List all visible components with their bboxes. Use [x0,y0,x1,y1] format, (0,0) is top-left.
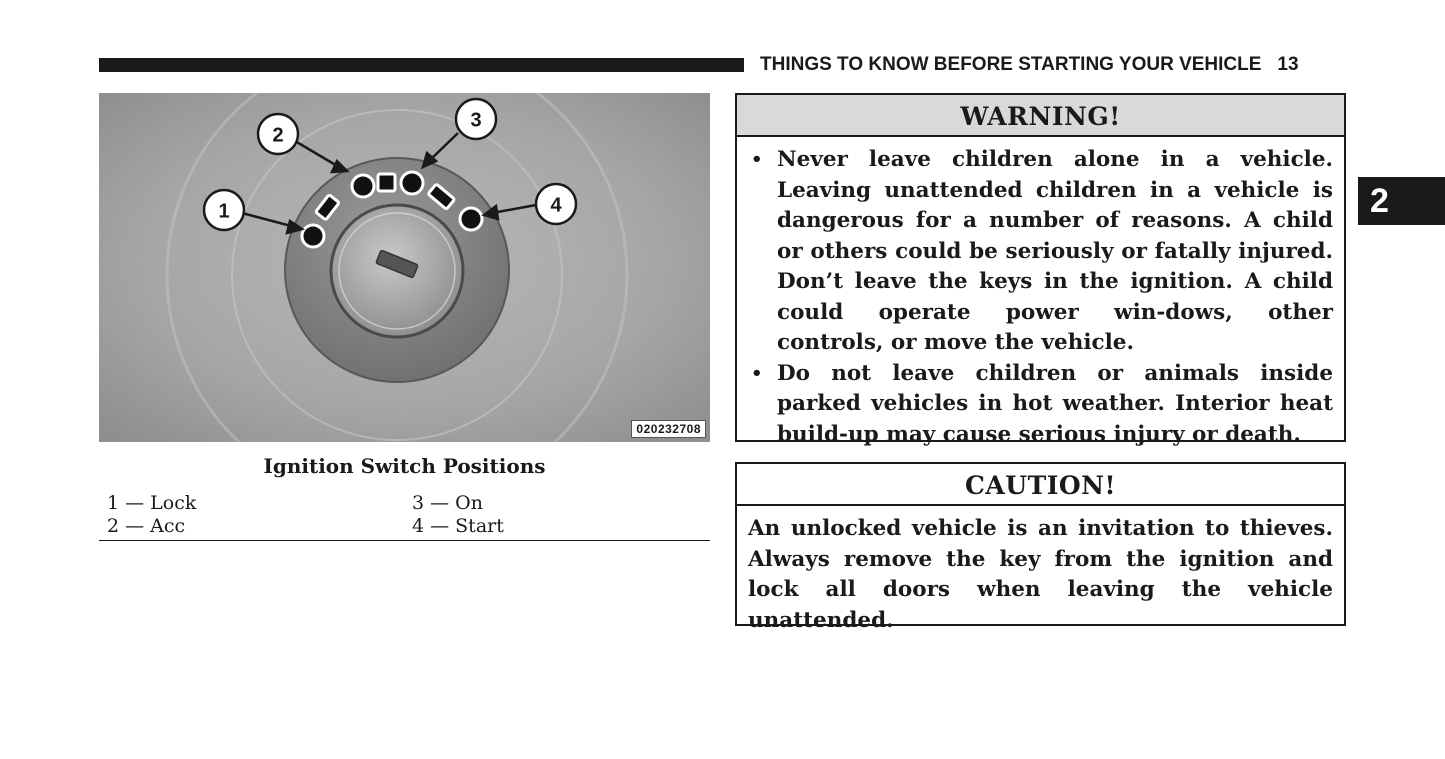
callout-2 [258,114,298,154]
legend-item-start: 4 — Start [412,515,504,537]
figure-code: 020232708 [631,420,706,438]
warning-body [737,137,1344,450]
warning-box [735,93,1346,447]
callout-3 [456,99,496,139]
chapter-tab: 2 [1358,177,1445,225]
warning-title: WARNING! [737,95,1344,137]
svg-text:2: 2 [272,124,284,147]
figure-caption-title: Ignition Switch Positions [263,454,546,478]
svg-text:4: 4 [550,194,562,217]
section-title: THINGS TO KNOW BEFORE STARTING YOUR VEHICLE [760,54,1262,75]
warning-bullet [748,145,1333,359]
ignition-switch-figure [99,93,710,442]
caution-title: CAUTION! [737,464,1344,506]
caution-text: An unlocked vehicle is an invitation to thieves. Always remove the key from the ignition and lock all doors when leaving the vehicle unattended. [748,516,1333,633]
legend-item-lock: 1 — Lock [107,492,197,514]
bullet-icon: • [751,149,763,170]
callout-4 [536,184,576,224]
svg-text:1: 1 [218,200,230,223]
warning-bullet [748,359,1333,451]
warning-bullet-text: Do not leave children or animals inside parked vehicles in hot weather. Interior heat build-up may cause serious injury or death. [777,360,1333,447]
page-number: 13 [1277,54,1299,75]
callout-1 [204,190,244,230]
ignition-illustration [99,93,710,442]
bullet-icon: • [751,362,763,384]
caution-box [735,462,1346,633]
legend-item-acc: 2 — Acc [107,515,186,537]
running-header [760,54,1299,76]
legend-rule [99,540,710,541]
warning-bullet-text: Never leave children alone in a vehicle. Leaving unattended children in a vehicle is dangerous for a number of reasons. A child or others could be seriously or fatally injured. Don’t leave the keys in the ignition. A child could operate power win-dows, other controls, or move the vehicle. [777,147,1333,355]
svg-text:3: 3 [470,109,482,132]
legend-item-on: 3 — On [412,492,483,514]
header-rule [99,58,744,72]
